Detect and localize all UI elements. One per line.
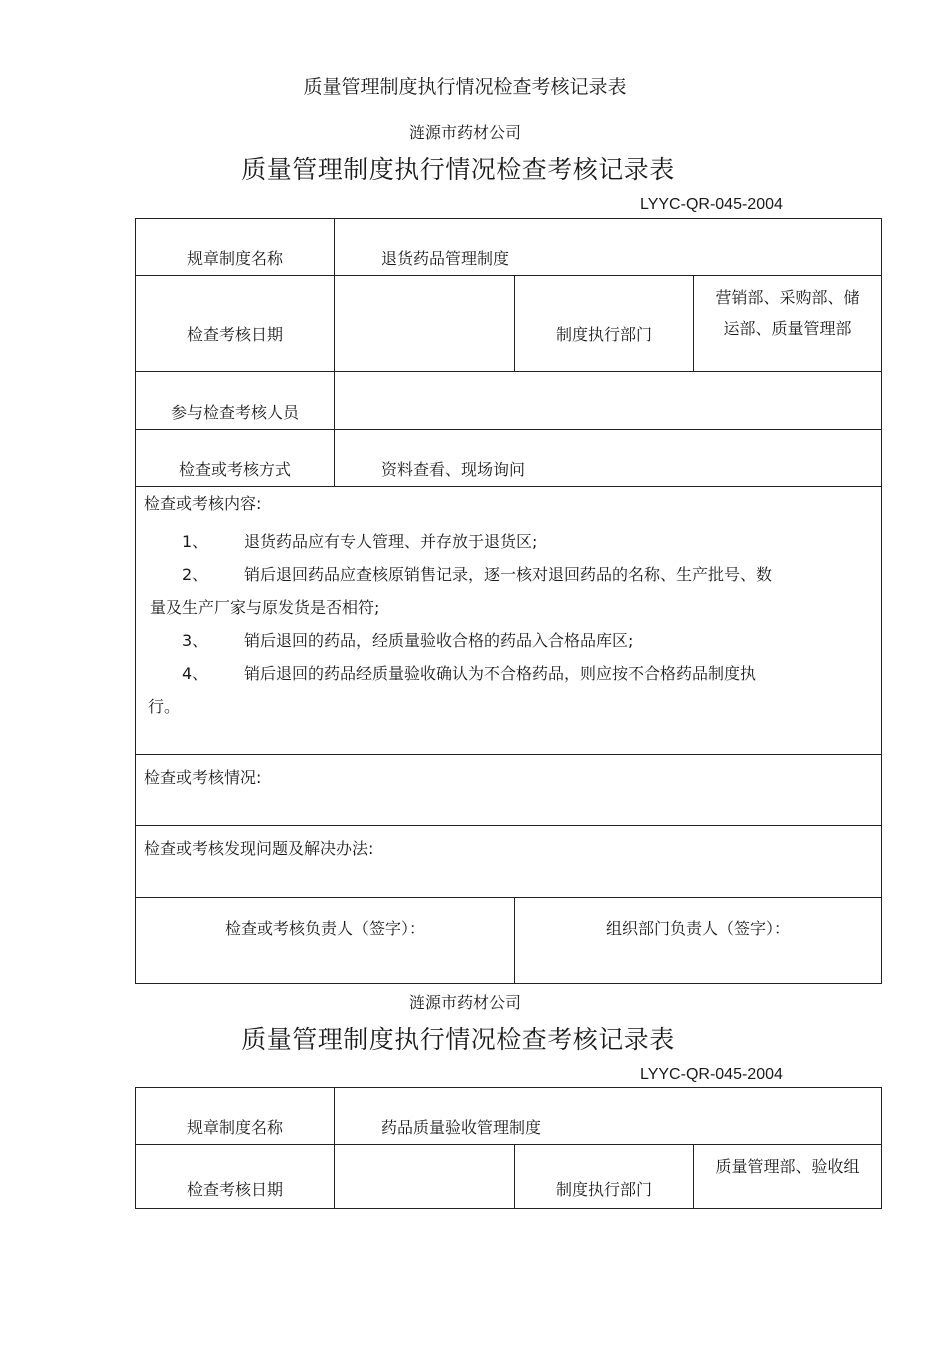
- rule-name-label: 规章制度名称: [136, 219, 335, 276]
- form-title: 质量管理制度执行情况检查考核记录表: [241, 155, 675, 184]
- content-item: [144, 657, 871, 690]
- content-row: [136, 487, 882, 755]
- content-item: [144, 558, 871, 591]
- participants-label: 参与检查考核人员: [136, 372, 335, 430]
- form-title: 质量管理制度执行情况检查考核记录表: [241, 1025, 675, 1054]
- participants-value: [335, 372, 882, 430]
- form-code: LYYC-QR-045-2004: [640, 1066, 783, 1083]
- rule-name-value: 退货药品管理制度: [335, 219, 882, 276]
- date-dept-row: [136, 1145, 882, 1209]
- dept-value-line2: 运部、质量管理部: [723, 319, 852, 338]
- record-form: [135, 218, 882, 984]
- item-text-continued: 量及生产厂家与原发货是否相符;: [150, 598, 380, 617]
- problems-row: [136, 826, 882, 898]
- company-name: 涟源市药材公司: [408, 123, 521, 142]
- dept-value: [694, 276, 882, 372]
- situation-label: 检查或考核情况:: [136, 755, 882, 826]
- date-value: [335, 1145, 515, 1209]
- content-item: [144, 624, 871, 657]
- problems-label: 检查或考核发现问题及解决办法:: [136, 826, 882, 898]
- dept-value-line1: 营销部、采购部、储: [715, 288, 860, 307]
- date-value: [335, 276, 515, 372]
- item-text: 销后退回的药品经质量验收确认为不合格药品，则应按不合格药品制度执: [244, 664, 757, 683]
- item-number: 2、: [182, 565, 209, 584]
- date-label: 检查考核日期: [136, 1145, 335, 1209]
- date-label: 检查考核日期: [136, 276, 335, 372]
- company-name: 涟源市药材公司: [408, 993, 521, 1012]
- item-text-continued: 行。: [148, 697, 181, 716]
- content-item: [144, 525, 871, 558]
- record-form: [135, 1087, 882, 1209]
- page-title: 质量管理制度执行情况检查考核记录表: [303, 76, 627, 98]
- signature-row: [136, 898, 882, 984]
- dept-value-line1: 质量管理部、验收组: [715, 1157, 860, 1176]
- participants-row: [136, 372, 882, 430]
- dept-value: [694, 1145, 882, 1209]
- dept-label: 制度执行部门: [515, 1145, 694, 1209]
- item-text: 销后退回药品应查核原销售记录，逐一核对退回药品的名称、生产批号、数: [244, 565, 773, 584]
- situation-row: [136, 755, 882, 826]
- date-dept-row: [136, 276, 882, 372]
- rule-name-row: [136, 1088, 882, 1145]
- content-label: 检查或考核内容:: [144, 494, 262, 513]
- dept-label: 制度执行部门: [515, 276, 694, 372]
- item-text: 退货药品应有专人管理、并存放于退货区;: [244, 532, 538, 551]
- rule-name-row: [136, 219, 882, 276]
- item-text: 销后退回的药品，经质量验收合格的药品入合格品库区;: [244, 631, 634, 650]
- method-label: 检查或考核方式: [136, 430, 335, 487]
- org-signature: 组织部门负责人（签字）：: [515, 898, 882, 984]
- rule-name-label: 规章制度名称: [136, 1088, 335, 1145]
- inspector-signature: 检查或考核负责人（签字）：: [136, 898, 515, 984]
- rule-name-value: 药品质量验收管理制度: [335, 1088, 882, 1145]
- item-number: 3、: [182, 631, 209, 650]
- method-value: 资料查看、现场询问: [335, 430, 882, 487]
- item-number: 4、: [182, 664, 209, 683]
- item-number: 1、: [182, 532, 209, 551]
- content-cell: [136, 487, 882, 755]
- method-row: [136, 430, 882, 487]
- form-code: LYYC-QR-045-2004: [640, 196, 783, 213]
